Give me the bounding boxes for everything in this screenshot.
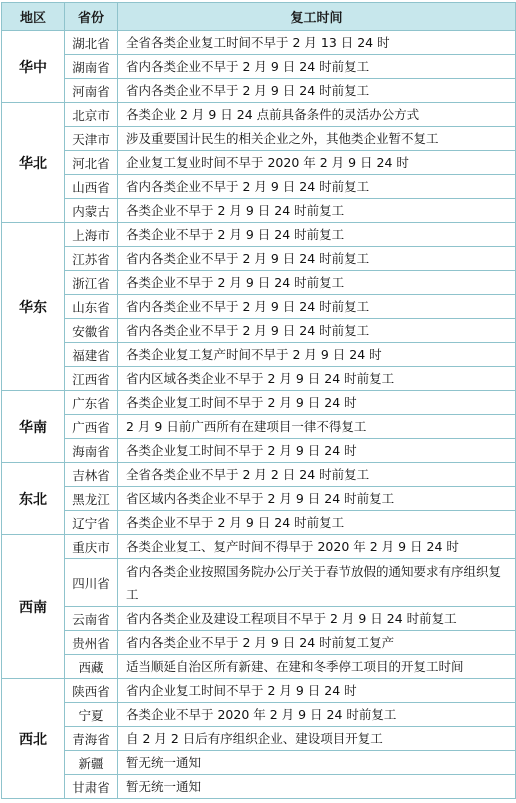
table-row bbox=[2, 199, 516, 223]
table-row bbox=[2, 487, 516, 511]
table-row bbox=[2, 31, 516, 55]
table-row bbox=[2, 415, 516, 439]
province-cell: 浙江省 bbox=[65, 271, 118, 295]
province-cell: 宁夏 bbox=[65, 703, 118, 727]
region-cell: 华北 bbox=[2, 103, 65, 223]
table-row bbox=[2, 727, 516, 751]
table-row bbox=[2, 463, 516, 487]
table-row bbox=[2, 127, 516, 151]
table-row bbox=[2, 391, 516, 415]
content-cell: 省内各类企业按照国务院办公厅关于春节放假的通知要求有序组织复工 bbox=[118, 559, 516, 607]
content-cell: 全省各类企业不早于 2 月 2 日 24 时前复工 bbox=[118, 463, 516, 487]
table-row bbox=[2, 607, 516, 631]
province-cell: 江苏省 bbox=[65, 247, 118, 271]
content-cell: 适当顺延自治区所有新建、在建和冬季停工项目的开复工时间 bbox=[118, 655, 516, 679]
table-row bbox=[2, 631, 516, 655]
province-cell: 北京市 bbox=[65, 103, 118, 127]
table-row bbox=[2, 703, 516, 727]
province-cell: 上海市 bbox=[65, 223, 118, 247]
content-cell: 各类企业不早于 2 月 9 日 24 时前复工 bbox=[118, 199, 516, 223]
table-row bbox=[2, 247, 516, 271]
province-cell: 四川省 bbox=[65, 559, 118, 607]
table-row bbox=[2, 655, 516, 679]
province-cell: 辽宁省 bbox=[65, 511, 118, 535]
province-cell: 广西省 bbox=[65, 415, 118, 439]
table-body bbox=[2, 31, 516, 799]
province-cell: 天津市 bbox=[65, 127, 118, 151]
province-cell: 江西省 bbox=[65, 367, 118, 391]
province-cell: 云南省 bbox=[65, 607, 118, 631]
content-cell: 各类企业不早于 2020 年 2 月 9 日 24 时前复工 bbox=[118, 703, 516, 727]
province-cell: 山西省 bbox=[65, 175, 118, 199]
content-cell: 各类企业复工复产时间不早于 2 月 9 日 24 时 bbox=[118, 343, 516, 367]
region-cell: 华南 bbox=[2, 391, 65, 463]
table-row bbox=[2, 439, 516, 463]
header-province: 省份 bbox=[65, 3, 118, 31]
province-cell: 湖南省 bbox=[65, 55, 118, 79]
header-row bbox=[2, 3, 516, 31]
region-cell: 华中 bbox=[2, 31, 65, 103]
province-cell: 甘肃省 bbox=[65, 775, 118, 799]
content-cell: 各类企业 2 月 9 日 24 点前具备条件的灵活办公方式 bbox=[118, 103, 516, 127]
content-cell: 省内各类企业不早于 2 月 9 日 24 时前复工 bbox=[118, 79, 516, 103]
region-cell: 华东 bbox=[2, 223, 65, 391]
table-row bbox=[2, 679, 516, 703]
table-row bbox=[2, 271, 516, 295]
table-row bbox=[2, 511, 516, 535]
province-cell: 陕西省 bbox=[65, 679, 118, 703]
province-cell: 内蒙古 bbox=[65, 199, 118, 223]
content-cell: 自 2 月 2 日后有序组织企业、建设项目开复工 bbox=[118, 727, 516, 751]
content-cell: 省内各类企业及建设工程项目不早于 2 月 9 日 24 时前复工 bbox=[118, 607, 516, 631]
content-cell: 暂无统一通知 bbox=[118, 775, 516, 799]
province-cell: 新疆 bbox=[65, 751, 118, 775]
content-cell: 暂无统一通知 bbox=[118, 751, 516, 775]
content-cell: 全省各类企业复工时间不早于 2 月 13 日 24 时 bbox=[118, 31, 516, 55]
content-cell: 各类企业复工时间不早于 2 月 9 日 24 时 bbox=[118, 439, 516, 463]
resumption-table bbox=[1, 2, 516, 799]
content-cell: 各类企业复工时间不早于 2 月 9 日 24 时 bbox=[118, 391, 516, 415]
province-cell: 福建省 bbox=[65, 343, 118, 367]
table-row bbox=[2, 343, 516, 367]
table-row bbox=[2, 79, 516, 103]
table-row bbox=[2, 223, 516, 247]
region-cell: 西北 bbox=[2, 679, 65, 799]
table-row bbox=[2, 295, 516, 319]
content-cell: 企业复工复业时间不早于 2020 年 2 月 9 日 24 时 bbox=[118, 151, 516, 175]
province-cell: 西藏 bbox=[65, 655, 118, 679]
province-cell: 青海省 bbox=[65, 727, 118, 751]
table-row bbox=[2, 751, 516, 775]
province-cell: 山东省 bbox=[65, 295, 118, 319]
content-cell: 各类企业不早于 2 月 9 日 24 时前复工 bbox=[118, 511, 516, 535]
content-cell: 各类企业不早于 2 月 9 日 24 时前复工 bbox=[118, 271, 516, 295]
province-cell: 吉林省 bbox=[65, 463, 118, 487]
content-cell: 各类企业复工、复产时间不得早于 2020 年 2 月 9 日 24 时 bbox=[118, 535, 516, 559]
province-cell: 重庆市 bbox=[65, 535, 118, 559]
province-cell: 海南省 bbox=[65, 439, 118, 463]
content-cell: 省内各类企业不早于 2 月 9 日 24 时前复工 bbox=[118, 175, 516, 199]
table-row bbox=[2, 103, 516, 127]
content-cell: 各类企业不早于 2 月 9 日 24 时前复工 bbox=[118, 223, 516, 247]
province-cell: 贵州省 bbox=[65, 631, 118, 655]
content-cell: 省内各类企业不早于 2 月 9 日 24 时前复工 bbox=[118, 319, 516, 343]
content-cell: 涉及重要国计民生的相关企业之外，其他类企业暂不复工 bbox=[118, 127, 516, 151]
table-row bbox=[2, 55, 516, 79]
province-cell: 湖北省 bbox=[65, 31, 118, 55]
table-row bbox=[2, 775, 516, 799]
header-content: 复工时间 bbox=[118, 3, 516, 31]
content-cell: 省内各类企业不早于 2 月 9 日 24 时前复工 bbox=[118, 247, 516, 271]
region-cell: 东北 bbox=[2, 463, 65, 535]
content-cell: 省内各类企业不早于 2 月 9 日 24 时前复工 bbox=[118, 295, 516, 319]
table-row bbox=[2, 367, 516, 391]
province-cell: 河北省 bbox=[65, 151, 118, 175]
province-cell: 河南省 bbox=[65, 79, 118, 103]
table-row bbox=[2, 175, 516, 199]
content-cell: 省内各类企业不早于 2 月 9 日 24 时前复工复产 bbox=[118, 631, 516, 655]
table-row bbox=[2, 559, 516, 607]
content-cell: 省内企业复工时间不早于 2 月 9 日 24 时 bbox=[118, 679, 516, 703]
region-cell: 西南 bbox=[2, 535, 65, 679]
province-cell: 黑龙江 bbox=[65, 487, 118, 511]
content-cell: 2 月 9 日前广西所有在建项目一律不得复工 bbox=[118, 415, 516, 439]
table-row bbox=[2, 319, 516, 343]
table-row bbox=[2, 535, 516, 559]
content-cell: 省内各类企业不早于 2 月 9 日 24 时前复工 bbox=[118, 55, 516, 79]
content-cell: 省内区域各类企业不早于 2 月 9 日 24 时前复工 bbox=[118, 367, 516, 391]
header-region: 地区 bbox=[2, 3, 65, 31]
content-cell: 省区域内各类企业不早于 2 月 9 日 24 时前复工 bbox=[118, 487, 516, 511]
province-cell: 安徽省 bbox=[65, 319, 118, 343]
province-cell: 广东省 bbox=[65, 391, 118, 415]
table-row bbox=[2, 151, 516, 175]
